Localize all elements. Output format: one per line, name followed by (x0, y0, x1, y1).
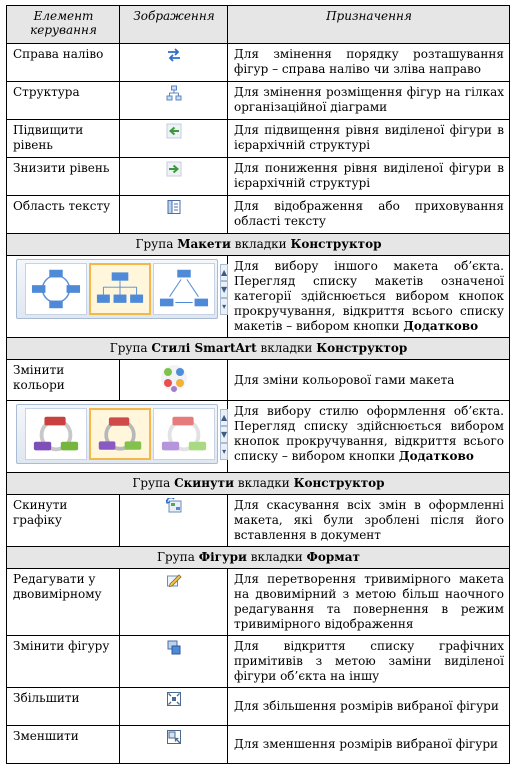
group-text: вкладки (234, 476, 294, 490)
group-text: вкладки (230, 237, 291, 251)
row-name: Знизити рівень (7, 158, 120, 196)
layouts-gallery-icon (13, 259, 228, 319)
promote-arrow-left-icon (166, 123, 182, 139)
row-desc: Для підвищення рівня виділеної фігури в ієрархічній структурі (228, 120, 510, 158)
group-tab: Формат (306, 550, 360, 564)
row-desc: Для скасування всіх змін в оформленні макета, які були зроблені після його вставлення в документ (228, 495, 510, 547)
group-text: вкладки (246, 550, 307, 564)
row-desc: Для змінення порядку розташування фігур – справа наліво чи зліва направо (228, 44, 510, 82)
row-desc: Для вибору стилю оформлення об’єкта. Перегляд списку здійснюється вибором кнопок прокручування, відкриття всього списку – вибором кнопки Додатково (228, 401, 510, 473)
table-row-layouts (7, 256, 510, 338)
group-text: вкладки (256, 341, 317, 355)
row-name: Підвищити рівень (7, 120, 120, 158)
style-thumb-2 (89, 408, 151, 460)
text-pane-icon (166, 199, 182, 215)
scroll-down-button[interactable]: ▼ (220, 281, 228, 298)
table-row (7, 569, 510, 636)
edit-in-2d-icon (166, 572, 182, 588)
group-name: Макети (177, 237, 231, 251)
right-to-left-arrows-icon (166, 47, 182, 63)
header-image: Зображення (120, 6, 228, 44)
row-desc: Для відображення або приховування області тексту (228, 196, 510, 234)
controls-table (6, 5, 510, 764)
table-row (7, 82, 510, 120)
reset-graphic-icon (166, 498, 182, 514)
row-name: Справа наліво (7, 44, 120, 82)
row-desc: Для зменшення розмірів вибраної фігури (228, 726, 510, 764)
row-desc: Для вибору іншого макета об’єкта. Перегляд списку макетів означеної категорії здійснюється вибором кнопок прокручування, відкриття всього списку макетів – вибором кнопки Додатково (228, 256, 510, 338)
row-name: Область тексту (7, 196, 120, 234)
row-name: Редагувати у двовимірному (7, 569, 120, 636)
layout-thumb-hierarchy (89, 263, 151, 315)
group-tab: Конструктор (293, 476, 385, 490)
change-shape-icon (166, 639, 182, 655)
group-row-layouts (7, 234, 510, 256)
table-row (7, 688, 510, 726)
header-element: Елемент керування (7, 6, 120, 44)
style-thumb-1 (25, 408, 87, 460)
table-row (7, 495, 510, 547)
group-name: Фігури (198, 550, 247, 564)
table-row (7, 44, 510, 82)
more-button[interactable]: ▾ (220, 443, 228, 460)
layout-thumb-cycle (25, 263, 87, 315)
group-tab: Конструктор (316, 341, 408, 355)
table-row-styles (7, 401, 510, 473)
row-desc: Для зміни кольорової гами макета (228, 360, 510, 401)
scroll-up-button[interactable]: ▲ (220, 409, 228, 426)
table-row (7, 726, 510, 764)
group-text: Група (135, 237, 178, 251)
row-desc: Для пониження рівня виділеної фігури в ієрархічній структурі (228, 158, 510, 196)
row-desc: Для відкриття списку графічних примітивів з метою заміни виділеної фігури об’єкта на іншу (228, 636, 510, 688)
row-name: Змінити фігуру (7, 636, 120, 688)
group-name: Скинути (174, 476, 234, 490)
group-row-shapes (7, 547, 510, 569)
group-row-styles (7, 338, 510, 360)
row-name: Скинути графіку (7, 495, 120, 547)
header-purpose: Призначення (228, 6, 510, 44)
scroll-down-button[interactable]: ▼ (220, 426, 228, 443)
group-tab: Конструктор (290, 237, 382, 251)
style-thumb-3 (153, 408, 215, 460)
more-button[interactable]: ▾ (220, 298, 228, 315)
group-text: Група (157, 550, 199, 564)
layout-thumb-triangle (153, 263, 215, 315)
group-row-reset (7, 473, 510, 495)
scroll-up-button[interactable]: ▲ (220, 264, 228, 281)
styles-gallery-icon (13, 404, 228, 464)
row-name: Структура (7, 82, 120, 120)
row-desc: Для перетворення тривимірного макета на двовимірний з метою більш наочного редагування та повернення в режим тривимірного відображення (228, 569, 510, 636)
table-row (7, 636, 510, 688)
table-row (7, 196, 510, 234)
table-row (7, 120, 510, 158)
demote-arrow-right-icon (166, 161, 182, 177)
shrink-icon (166, 729, 182, 745)
table-header-row (7, 6, 510, 44)
group-text: Група (109, 341, 152, 355)
row-name: Збільшити (7, 688, 120, 726)
hierarchy-structure-icon (166, 85, 182, 101)
table-row (7, 158, 510, 196)
change-colors-icon (159, 363, 189, 393)
row-name: Змінити кольори (7, 360, 120, 401)
row-name: Зменшити (7, 726, 120, 764)
group-name: Стилі SmartArt (151, 341, 257, 355)
row-desc: Для змінення розміщення фігур на гілках організаційної діаграми (228, 82, 510, 120)
table-row (7, 360, 510, 401)
row-desc: Для збільшення розмірів вибраної фігури (228, 688, 510, 726)
enlarge-icon (166, 691, 182, 707)
group-text: Група (132, 476, 175, 490)
